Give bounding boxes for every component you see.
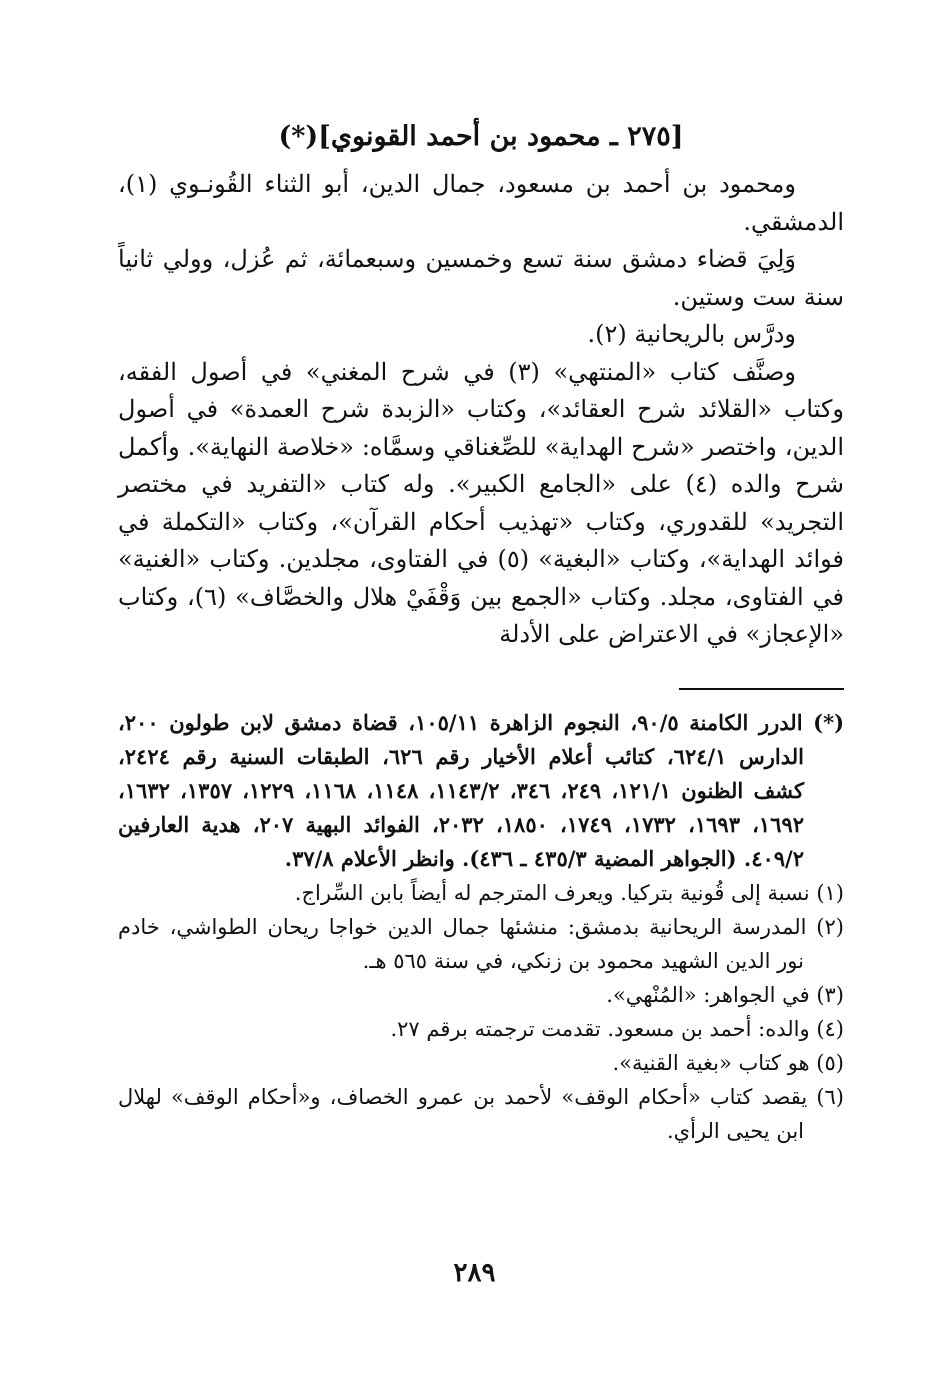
page-number: ٢٨٩ (453, 1258, 496, 1288)
entry-body (118, 166, 844, 654)
paragraph-judgeship: وَلِيَ قضاء دمشق سنة تسع وخمسين وسبعمائة، ثم عُزل، وولي ثانياً سنة ست وستين. (118, 245, 844, 311)
footnote-5: (٥) هو كتاب «بغية القنية». (612, 1050, 844, 1075)
paragraph-lineage: ومحمود بن أحمد بن مسعود، جمال الدين، أبو الثناء القُونـوي (١)، الدمشقي. (118, 170, 844, 236)
footnotes (118, 706, 844, 1148)
paragraph-teaching: ودرَّس بالريحانية (٢). (587, 320, 796, 348)
footnote-3: (٣) في الجواهر: «المُنْهي». (606, 982, 844, 1007)
footnote-sources: (*) الدرر الكامنة ٩٠/٥، النجوم الزاهرة ١٠٥/١١، قضاة دمشق لابن طولون ٢٠٠، الدارس ٦٢٤/١، كتائب أعلام الأخيار رقم ٦٢٦، الطبقات السنية رقم ٢٤٢٤، كشف الظنون ١٢١/١، ٢٤٩، ٣٤٦، ١١٤٣/٢، ١١٤٨، ١١٦٨، ١٢٢٩، ١٣٥٧، ١٦٣٢، ١٦٩٢، ١٦٩٣، ١٧٣٢، ١٧٤٩، ١٨٥٠، ٢٠٣٢، الفوائد البهية ٢٠٧، هدية العارفين ٤٠٩/٢. (الجواهر المضية ٤٣٥/٣ ـ ٤٣٦). وانظر الأعلام ٣٧/٨. (118, 709, 845, 871)
footnote-divider (679, 688, 844, 690)
footnote-1: (١) نسبة إلى قُونية بتركيا. ويعرف المترجم له أيضاً بابن السِّراج. (294, 880, 844, 905)
page-content (118, 118, 844, 1148)
footnote-6: (٦) يقصد كتاب «أحكام الوقف» لأحمد بن عمرو الخصاف، و«أحكام الوقف» لهلال ابن يحيى الرأي. (118, 1084, 844, 1143)
footnote-2: (٢) المدرسة الريحانية بدمشق: منشئها جمال الدين خواجا ريحان الطواشي، خادم نور الدين الشهيد محمود بن زنكي، في سنة ٥٦٥ هـ. (118, 914, 844, 973)
paragraph-works: وصنَّف كتاب «المنتهي» (٣) في شرح المغني» في أصول الفقه، وكتاب «القلائد شرح العقائد»، وكتاب «الزبدة شرح العمدة» في أصول الدين، واختصر «شرح الهداية» للصِّغناقي وسمَّاه: «خلاصة النهاية». وأكمل شرح والده (٤) على «الجامع الكبير». وله كتاب «التفريد في مختصر التجريد» للقدوري، وكتاب «تهذيب أحكام القرآن»، وكتاب «التكملة في فوائد الهداية»، وكتاب «البغية» (٥) في الفتاوى، مجلدين. وكتاب «الغنية» في الفتاوى، مجلد. وكتاب «الجمع بين وَقْفَيْ هلال والخصَّاف» (٦)، وكتاب «الإعجاز» في الاعتراض على الأدلة (118, 357, 844, 648)
entry-title: [٢٧٥ ـ محمود بن أحمد القونوي](*) (278, 121, 684, 152)
footnote-4: (٤) والده: أحمد بن مسعود. تقدمت ترجمته برقم ٢٧. (390, 1016, 844, 1041)
